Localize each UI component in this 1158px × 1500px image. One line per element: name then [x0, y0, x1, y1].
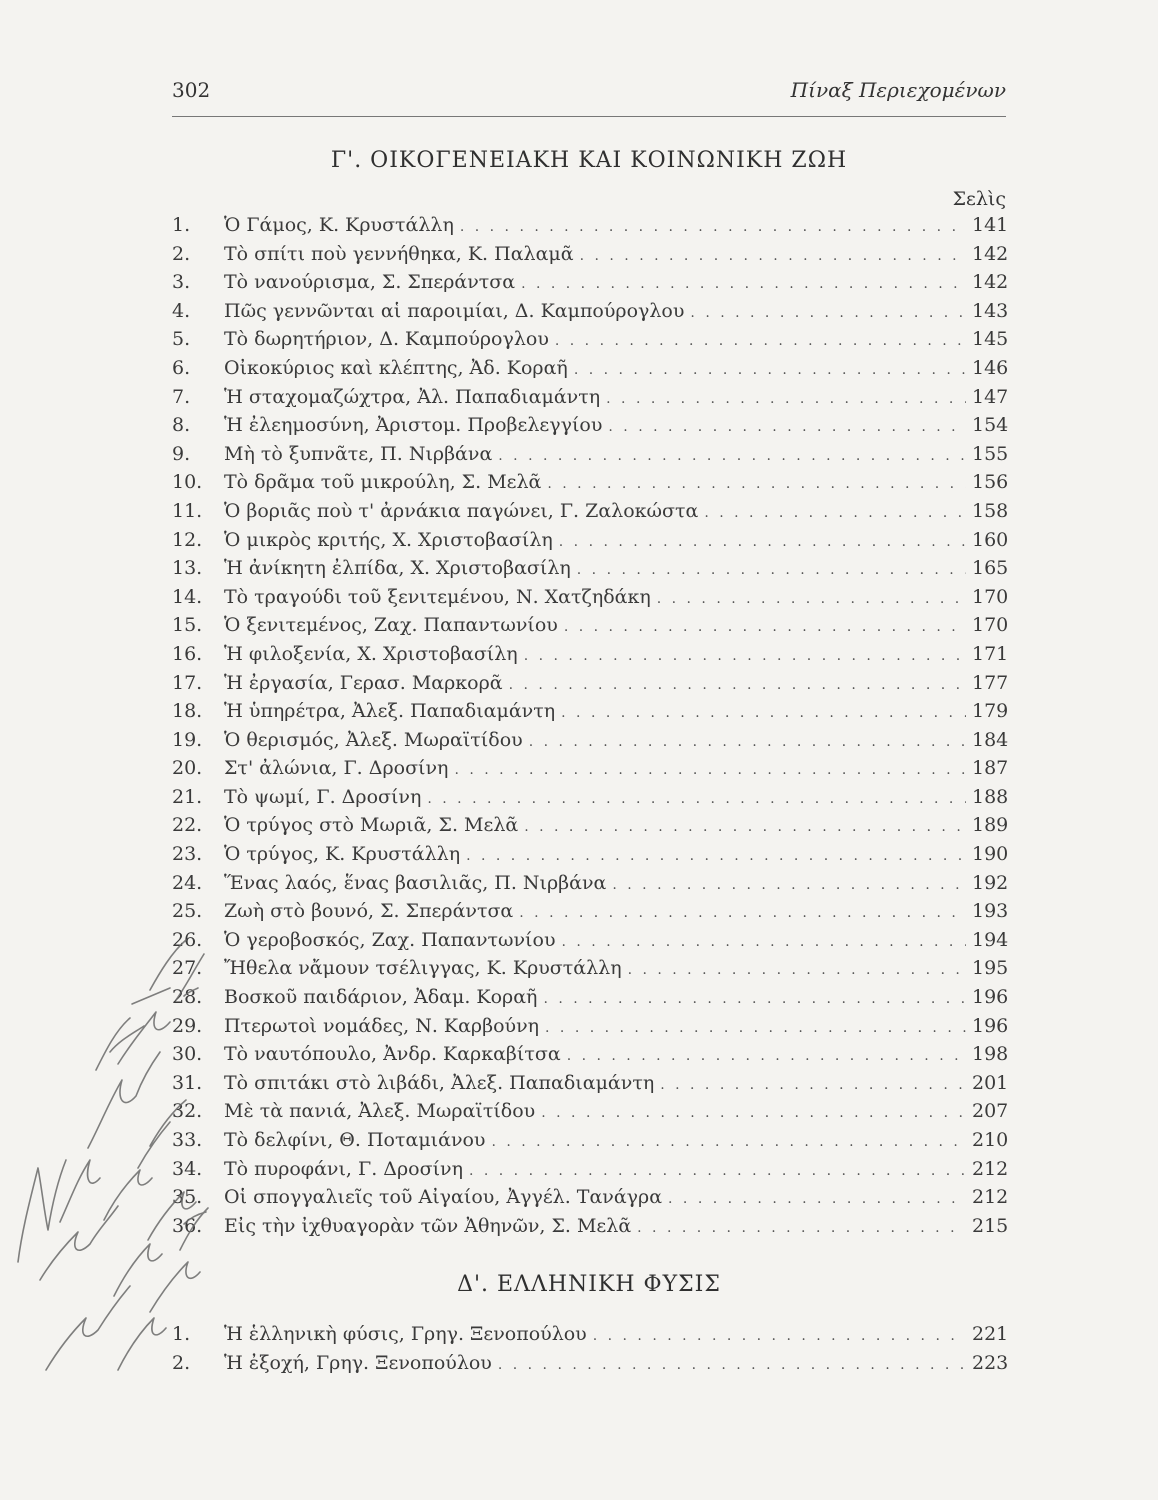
entry-page: 155 [972, 442, 1009, 465]
entry-title: Ἡ ἐργασία, Γερασ. Μαρκορᾶ [224, 671, 503, 694]
entry-title: Τὸ σπίτι ποὺ γεννήθηκα, Κ. Παλαμᾶ [224, 242, 574, 265]
entry-title: Ζωὴ στὸ βουνό, Σ. Σπεράντσα [224, 900, 514, 923]
toc-entry [172, 440, 1009, 469]
dot-leader [561, 699, 966, 728]
entry-number: 21. [172, 785, 203, 808]
entry-number: 27. [172, 957, 203, 980]
entry-title: Τὸ ναυτόπουλο, Ἀνδρ. Καρκαβίτσα [224, 1043, 561, 1066]
entry-page: 201 [972, 1071, 1009, 1094]
toc-entry [172, 783, 1009, 812]
dot-leader [660, 1071, 966, 1100]
toc-entry [172, 497, 1009, 526]
page-header [172, 78, 1006, 112]
dot-leader [460, 213, 966, 242]
entry-page: 193 [972, 900, 1009, 923]
entry-title: Ὁ ξενιτεμένος, Ζαχ. Παπαντωνίου [224, 614, 558, 637]
entry-title: Ὁ Γάμος, Κ. Κρυστάλλη [224, 214, 454, 236]
entry-title: Ἡ ἐξοχή, Γρηγ. Ξενοπούλου [224, 1351, 492, 1374]
toc-entry [172, 669, 1009, 698]
dot-leader [524, 813, 966, 842]
toc-entry [172, 840, 1009, 869]
entry-page: 141 [972, 214, 1009, 236]
entry-title: Τὸ δρᾶμα τοῦ μικρούλη, Σ. Μελᾶ [224, 471, 542, 494]
entry-title: Τὸ δελφίνι, Θ. Ποταμιάνου [224, 1129, 486, 1151]
toc-section-d [172, 1320, 1009, 1377]
toc-entry [172, 926, 1009, 955]
dot-leader [606, 385, 966, 414]
entry-title: Ἡ ἐλεημοσύνη, Ἀριστομ. Προβελεγγίου [224, 414, 603, 437]
entry-page: 187 [972, 757, 1009, 780]
entry-page: 147 [972, 385, 1009, 408]
entry-page: 190 [972, 843, 1009, 866]
dot-leader [545, 1014, 966, 1043]
dot-leader [555, 327, 966, 356]
entry-number: 9. [172, 442, 191, 465]
dot-leader [559, 528, 966, 557]
toc-entry [172, 726, 1009, 755]
header-rule [172, 116, 1006, 117]
entry-page: 212 [972, 1157, 1009, 1180]
entry-title: Ὁ μικρὸς κριτής, Χ. Χριστοβασίλη [224, 528, 553, 551]
entry-page: 223 [972, 1351, 1009, 1374]
entry-title: Ὁ θερισμός, Ἀλεξ. Μωραϊτίδου [224, 728, 523, 751]
dot-leader [521, 270, 966, 299]
entry-page: 210 [972, 1129, 1009, 1151]
entry-title: Ὁ γεροβοσκός, Ζαχ. Παπαντωνίου [224, 928, 556, 951]
entry-page: 212 [972, 1186, 1009, 1209]
entry-number: 19. [172, 728, 203, 751]
entry-page: 184 [972, 728, 1009, 751]
entry-title: Ἡ σταχομαζώχτρα, Ἀλ. Παπαδιαμάντη [224, 385, 601, 408]
toc-entry [172, 468, 1009, 497]
entry-title: Πῶς γεννῶνται αἱ παροιμίαι, Δ. Καμπούρογλου [224, 299, 685, 322]
entry-number: 29. [172, 1014, 203, 1037]
dot-leader [469, 1157, 966, 1186]
toc-section-g [172, 211, 1009, 1240]
dot-leader [637, 1214, 966, 1243]
toc-entry [172, 869, 1009, 898]
dot-leader [466, 842, 966, 871]
dot-leader [580, 242, 966, 271]
dot-leader [562, 928, 967, 957]
entry-title: Ὁ βοριᾶς ποὺ τ' ἀρνάκια παγώνει, Γ. Ζαλοκώστα [224, 499, 699, 522]
entry-number: 2. [172, 242, 191, 265]
entry-number: 24. [172, 871, 203, 894]
entry-number: 30. [172, 1043, 203, 1066]
entry-page: 192 [972, 871, 1009, 894]
dot-leader [657, 585, 966, 614]
toc-entry [172, 211, 1009, 240]
entry-title: Ὁ τρύγος, Κ. Κρυστάλλη [224, 843, 461, 866]
entry-title: Τὸ ψωμί, Γ. Δροσίνη [224, 785, 422, 808]
running-title: Πίναξ Περιεχομένων [790, 78, 1006, 102]
dot-leader [704, 499, 966, 528]
entry-number: 1. [172, 214, 191, 236]
entry-page: 145 [972, 328, 1009, 351]
toc-entry [172, 583, 1009, 612]
toc-entry [172, 897, 1009, 926]
section-g-title: Γ'. ΟΙΚΟΓΕΝΕΙΑΚΗ ΚΑΙ ΚΟΙΝΩΝΙΚΗ ΖΩΗ [330, 148, 848, 173]
entry-page: 188 [972, 785, 1009, 808]
entry-title: Ἕνας λαός, ἕνας βασιλιᾶς, Π. Νιρβάνα [224, 871, 607, 894]
toc-entry [172, 411, 1009, 440]
entry-number: 15. [172, 614, 203, 637]
dot-leader [529, 728, 966, 757]
entry-page: 189 [972, 814, 1009, 837]
entry-page: 221 [972, 1323, 1009, 1345]
toc-entry [172, 1097, 1009, 1126]
entry-number: 36. [172, 1214, 203, 1237]
entry-number: 3. [172, 271, 191, 294]
entry-page: 143 [972, 299, 1009, 322]
dot-leader [498, 442, 966, 471]
entry-number: 26. [172, 928, 203, 951]
dot-leader [593, 1322, 966, 1351]
entry-number: 20. [172, 757, 203, 780]
entry-title: Ἡ ὑπηρέτρα, Ἀλεξ. Παπαδιαμάντη [224, 700, 556, 723]
entry-title: Οἰκοκύριος καὶ κλέπτης, Ἀδ. Κοραῆ [224, 356, 568, 379]
toc-entry [172, 240, 1009, 269]
entry-title: Εἰς τὴν ἰχθυαγορὰν τῶν Ἀθηνῶν, Σ. Μελᾶ [224, 1214, 632, 1237]
entry-page: 142 [972, 242, 1009, 265]
toc-entry [172, 354, 1009, 383]
entry-number: 18. [172, 700, 203, 723]
entry-title: Οἱ σπογγαλιεῖς τοῦ Αἰγαίου, Ἀγγέλ. Τανάγρα [224, 1186, 663, 1209]
toc-entry [172, 611, 1009, 640]
entry-page: 198 [972, 1043, 1009, 1066]
entry-page: 196 [972, 1014, 1009, 1037]
entry-number: 17. [172, 671, 203, 694]
entry-title: Μὲ τὰ πανιά, Ἀλεξ. Μωραϊτίδου [224, 1100, 536, 1123]
toc-entry [172, 1349, 1009, 1378]
entry-number: 16. [172, 642, 203, 665]
entry-title: Τὸ τραγούδι τοῦ ξενιτεμένου, Ν. Χατζηδάκη [224, 585, 651, 608]
entry-number: 4. [172, 299, 191, 322]
entry-number: 11. [172, 499, 203, 522]
entry-title: Τὸ σπιτάκι στὸ λιβάδι, Ἀλεξ. Παπαδιαμάντη [224, 1071, 655, 1094]
toc-entry [172, 697, 1009, 726]
entry-title: Ἤθελα νἄμουν τσέλιγγας, Κ. Κρυστάλλη [224, 957, 622, 980]
page-column-label: Σελὶς [952, 188, 1006, 210]
toc-entry [172, 526, 1009, 555]
dot-leader [509, 671, 966, 700]
dot-leader [612, 871, 966, 900]
entry-page: 142 [972, 271, 1009, 294]
toc-entry [172, 1155, 1009, 1184]
entry-number: 6. [172, 356, 191, 379]
toc-entry [172, 954, 1009, 983]
entry-page: 158 [972, 499, 1009, 522]
entry-title: Στ' ἀλώνια, Γ. Δροσίνη [224, 757, 449, 780]
entry-title: Ἡ φιλοξενία, Χ. Χριστοβασίλη [224, 642, 518, 665]
entry-page: 179 [972, 700, 1009, 723]
dot-leader [690, 299, 966, 328]
entry-number: 14. [172, 585, 203, 608]
dot-leader [564, 613, 966, 642]
entry-number: 7. [172, 385, 191, 408]
entry-page: 177 [972, 671, 1009, 694]
entry-page: 146 [972, 356, 1009, 379]
dot-leader [519, 899, 966, 928]
entry-number: 5. [172, 328, 191, 351]
toc-entry [172, 640, 1009, 669]
entry-number: 8. [172, 414, 191, 437]
dot-leader [498, 1351, 966, 1380]
toc-entry [172, 1012, 1009, 1041]
entry-title: Τὸ δωρητήριον, Δ. Καμπούρογλου [224, 328, 549, 351]
entry-title: Τὸ πυροφάνι, Γ. Δροσίνη [224, 1157, 463, 1180]
entry-number: 34. [172, 1157, 203, 1180]
dot-leader [491, 1128, 966, 1157]
dot-leader [668, 1185, 966, 1214]
entry-title: Βοσκοῦ παιδάριον, Ἀδαμ. Κοραῆ [224, 986, 538, 1009]
entry-title: Τὸ νανούρισμα, Σ. Σπεράντσα [224, 271, 516, 294]
dot-leader [524, 642, 966, 671]
entry-number: 1. [172, 1323, 191, 1345]
toc-entry [172, 1320, 1009, 1349]
dot-leader [608, 413, 966, 442]
entry-title: Ὁ τρύγος στὸ Μωριᾶ, Σ. Μελᾶ [224, 814, 519, 837]
entry-title: Ἡ ἑλληνικὴ φύσις, Γρηγ. Ξενοπούλου [224, 1323, 587, 1345]
entry-page: 170 [972, 585, 1009, 608]
toc-entry [172, 554, 1009, 583]
entry-number: 12. [172, 528, 203, 551]
toc-entry [172, 268, 1009, 297]
toc-entry [172, 1183, 1009, 1212]
entry-page: 207 [972, 1100, 1009, 1123]
dot-leader [567, 1042, 966, 1071]
page-number: 302 [172, 78, 211, 102]
entry-page: 196 [972, 986, 1009, 1009]
dot-leader [454, 756, 966, 785]
dot-leader [427, 785, 966, 814]
entry-number: 32. [172, 1100, 203, 1123]
entry-number: 2. [172, 1351, 191, 1374]
entry-page: 194 [972, 928, 1009, 951]
entry-title: Ἡ ἀνίκητη ἐλπίδα, Χ. Χριστοβασίλη [224, 557, 571, 580]
dot-leader [541, 1099, 966, 1128]
dot-leader [574, 356, 966, 385]
toc-entry [172, 754, 1009, 783]
toc-entry [172, 1040, 1009, 1069]
dot-leader [628, 956, 966, 985]
entry-page: 156 [972, 471, 1009, 494]
toc-entry [172, 1212, 1009, 1241]
entry-number: 23. [172, 843, 203, 866]
dot-leader [547, 470, 966, 499]
entry-number: 33. [172, 1129, 203, 1151]
toc-entry [172, 383, 1009, 412]
toc-entry [172, 297, 1009, 326]
toc-entry [172, 983, 1009, 1012]
entry-title: Μὴ τὸ ξυπνᾶτε, Π. Νιρβάνα [224, 442, 493, 465]
entry-page: 160 [972, 528, 1009, 551]
entry-number: 35. [172, 1186, 203, 1209]
toc-entry [172, 325, 1009, 354]
toc-entry [172, 811, 1009, 840]
toc-entry [172, 1069, 1009, 1098]
entry-number: 28. [172, 986, 203, 1009]
section-d-title: Δ'. ΕΛΛΗΝΙΚΗ ΦΥΣΙΣ [457, 1272, 721, 1297]
entry-page: 195 [972, 957, 1009, 980]
entry-number: 25. [172, 900, 203, 923]
dot-leader [577, 556, 966, 585]
entry-page: 171 [972, 642, 1009, 665]
entry-title: Πτερωτοὶ νομάδες, Ν. Καρβούνη [224, 1014, 540, 1037]
entry-page: 165 [972, 557, 1009, 580]
entry-number: 10. [172, 471, 203, 494]
entry-number: 13. [172, 557, 203, 580]
entry-page: 154 [972, 414, 1009, 437]
dot-leader [543, 985, 966, 1014]
entry-number: 31. [172, 1071, 203, 1094]
entry-page: 215 [972, 1214, 1009, 1237]
entry-number: 22. [172, 814, 203, 837]
entry-page: 170 [972, 614, 1009, 637]
toc-entry [172, 1126, 1009, 1155]
